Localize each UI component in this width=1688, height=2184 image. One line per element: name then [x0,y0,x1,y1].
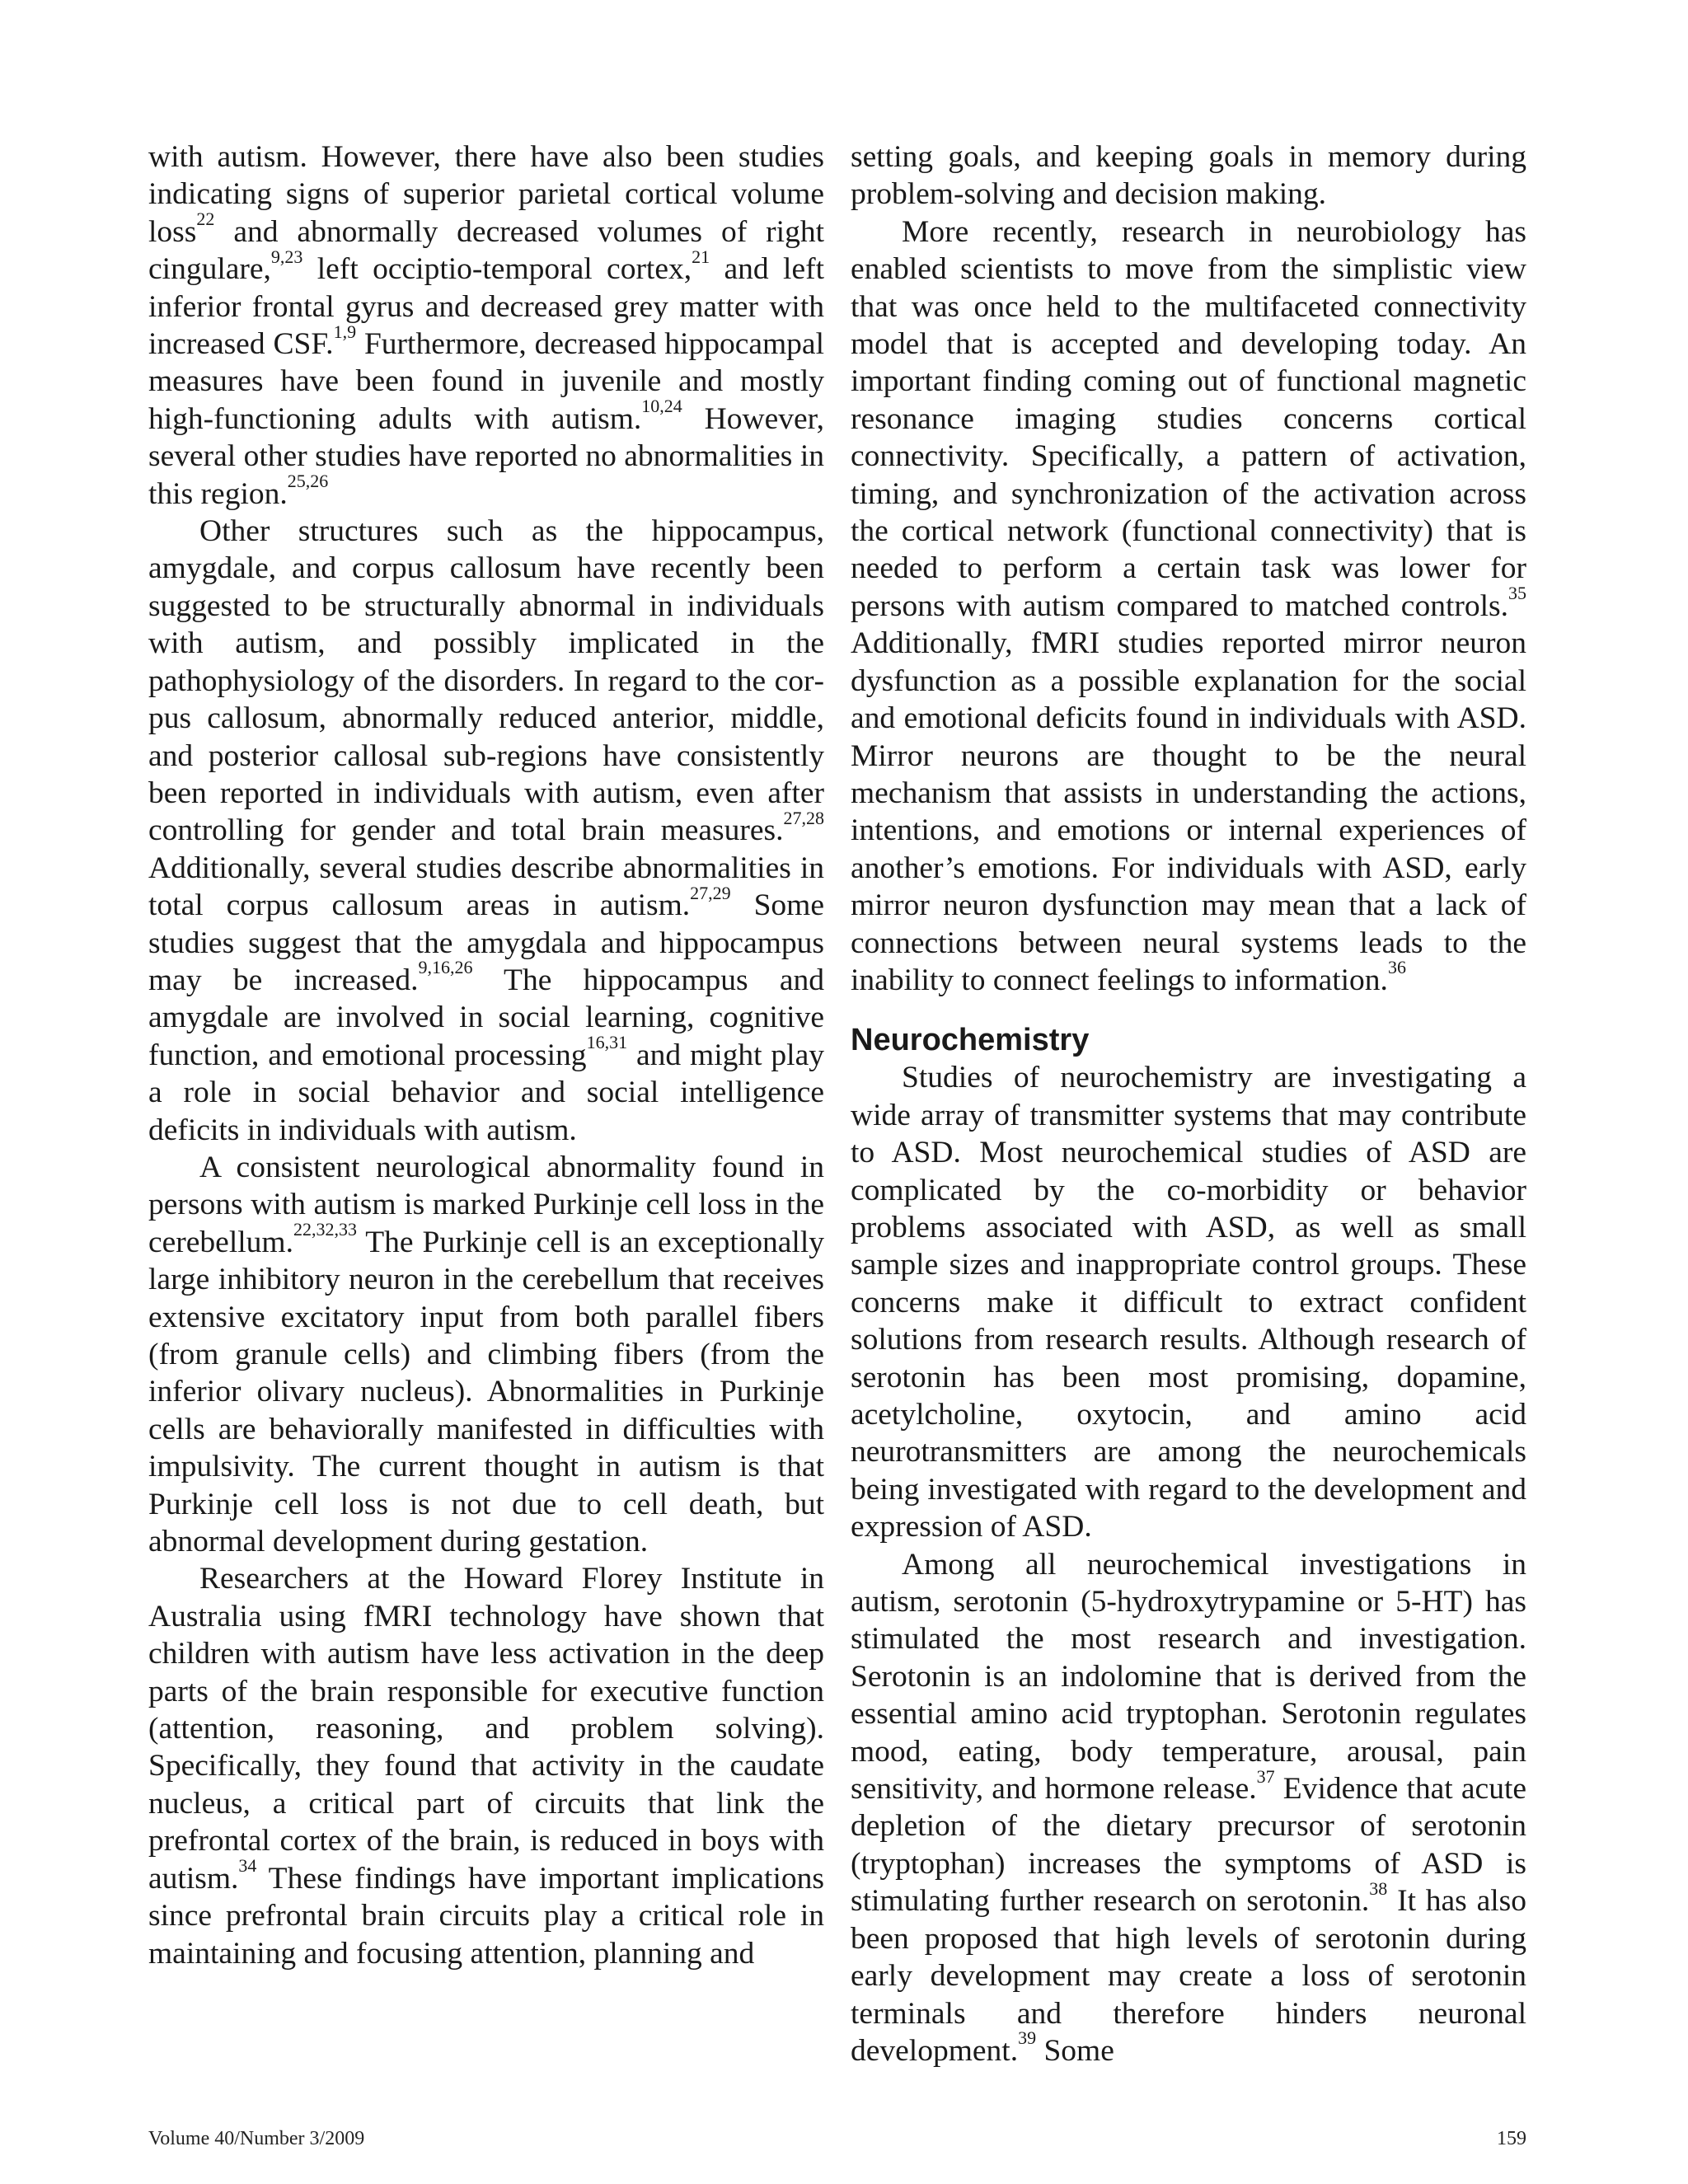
text: It has also been proposed that high levels of serotonin during early development may create a loss of serotonin terminals and therefore hinders neuronal development. [851,1884,1526,2068]
paragraph-cortical-volume [148,138,824,513]
citation: 35 [1508,583,1526,604]
paragraph-corpus-callosum [148,513,824,1149]
text: More recently, research in neurobiology has enabled scientists to move from the simplistic view that was once held to the multifaceted connectivity model that is accepted and developing today. An important finding coming out of functional magnetic resonance imaging studies concerns cortical connectivity. Specifically, a pattern of activation, timing, and synchronization of the activation across the cortical network (functional connectivity) that is needed to perform a certain task was lower for persons with autism compared to matched controls. [851,214,1526,623]
text: and might play a role in social behavior and social intelligence deficits in individuals with autism. [148,1038,824,1147]
citation: 38 [1369,1877,1388,1899]
right-column [851,138,1526,2069]
citation: 21 [692,246,710,267]
paragraph-serotonin [851,1546,1526,2070]
citation: 39 [1018,2027,1037,2049]
citation: 22,32,33 [293,1219,357,1240]
paragraph-goals [851,138,1526,213]
text: Other structures such as the hippocampus, amygdale, and corpus callosum have recently been suggested to be structurally abnormal in individuals with autism, and possibly implicated in the pathophysiology of the disorders. In regard to the corpus callosum, abnormally reduced anterior, middle, and posterior callosal sub-regions have consistently been reported in individuals with autism, even after controlling for gender and total brain measures. [148,514,824,848]
citation: 22 [196,209,215,230]
section-heading-neurochemistry: Neurochemistry [851,1023,1090,1058]
text: A consistent neurological abnormality found in persons with autism is marked Purkinje cell loss in the cerebellum. [148,1150,824,1259]
paragraph-florey-institute [148,1560,824,1971]
text: Researchers at the Howard Florey Institute in Australia using fMRI technology have shown that children with autism have less activation in the deep parts of the brain responsible for executive function (attention, reasoning, and problem solving). Specifically, they found that activity in the caudate nucleus, a critical part of circuits that link the prefrontal cortex of the brain, is reduced in boys with autism. [148,1562,824,1896]
citation: 34 [238,1855,257,1877]
paragraph-connectivity [851,213,1526,1000]
text: Furthermore, decreased hippocampal measures have been found in juvenile and mostly high-functioning adults with autism. [148,327,824,436]
text: Among all neurochemical investigations in autism, serotonin (5-hydroxytrypamine or 5-HT) has stimulated the most research and investigation. Serotonin is an indolomine that is derived from the essential amino acid tryptophan. Serotonin regulates mood, eating, body temperature, arousal, pain sensitivity, and hormone release. [851,1547,1526,1807]
text: Additionally, several studies describe abnormalities in total corpus callosum areas in autism. [148,851,824,923]
text: The hippocampus and amygdale are involved in social learning, cognitive function, and emotional processing [148,963,824,1072]
citation: 9,16,26 [418,957,473,978]
left-column [148,138,824,1972]
footer-page-number: 159 [1497,2128,1526,2149]
paragraph-purkinje [148,1149,824,1560]
text: Additionally, fMRI studies reported mirror neuron dysfunction as a possible explanation for the social and emotional deficits found in individuals with ASD. Mirror neurons are thought to be the neural mechanism that assists in understanding the actions, intentions, and emotions or internal experiences of another’s emotions. For individuals with ASD, early mirror neuron dysfunction may mean that a lack of connections between neural systems leads to the inability to connect feelings to information. [851,626,1526,997]
text: Some [1036,2033,1114,2068]
text: with autism. However, there have also been studies indicating signs of superior parietal cortical volume loss [148,140,824,249]
text: setting goals, and keeping goals in memory during problem-solving and decision making. [851,140,1526,212]
citation: 27,28 [783,807,824,828]
text: However, several other studies have reported no abnormalities in this region. [148,401,824,511]
citation: 25,26 [287,471,329,492]
citation: 9,23 [270,246,303,267]
text: and left inferior frontal gyrus and decreased grey matter with increased CSF. [148,252,824,362]
text: and abnormally decreased volumes of right cingulare, [148,214,824,287]
citation: 1,9 [333,321,357,342]
text: left occiptio-temporal cortex, [302,252,692,287]
text: The Purkinje cell is an exceptionally large inhibitory neuron in the cerebellum that receives extensive excitatory input from both parallel fibers (from granule cells) and climbing fibers (from the inferior olivary nucleus). Abnormalities in Purkinje cells are behaviorally manifested in difficulties with impulsivity. The current thought in autism is that Purkinje cell loss is not due to cell death, but abnormal development during gestation. [148,1225,824,1559]
text: Some studies suggest that the amygdala and hippocampus may be increased. [148,888,824,997]
text: These findings have important implications since prefrontal brain circuits play a critical role in maintaining and focusing attention, planning and [148,1861,824,1971]
text: Studies of neurochemistry are investigating a wide array of transmitter systems that may contribute to ASD. Most neurochemical studies of ASD are complicated by the co-morbidity or behavior problems associated with ASD, as well as small sample sizes and inappropriate control groups. These concerns make it difficult to extract confident solutions from research results. Although research of serotonin has been most promising, dopamine, acetylcholine, oxytocin, and amino acid neurotransmitters are among the neurochemicals being investigated with regard to the development and expression of ASD. [851,1061,1526,1544]
citation: 10,24 [641,396,682,417]
citation: 16,31 [586,1032,628,1053]
citation: 27,29 [690,882,731,903]
text: Evidence that acute depletion of the dietary precursor of serotonin (tryptophan) increases the symptoms of ASD is stimulating further research on serotonin. [851,1772,1527,1919]
footer-journal-issue: Volume 40/Number 3/2009 [148,2128,365,2149]
paragraph-neurochemistry [851,1059,1526,1545]
citation: 36 [1387,957,1406,978]
citation: 37 [1256,1765,1275,1787]
